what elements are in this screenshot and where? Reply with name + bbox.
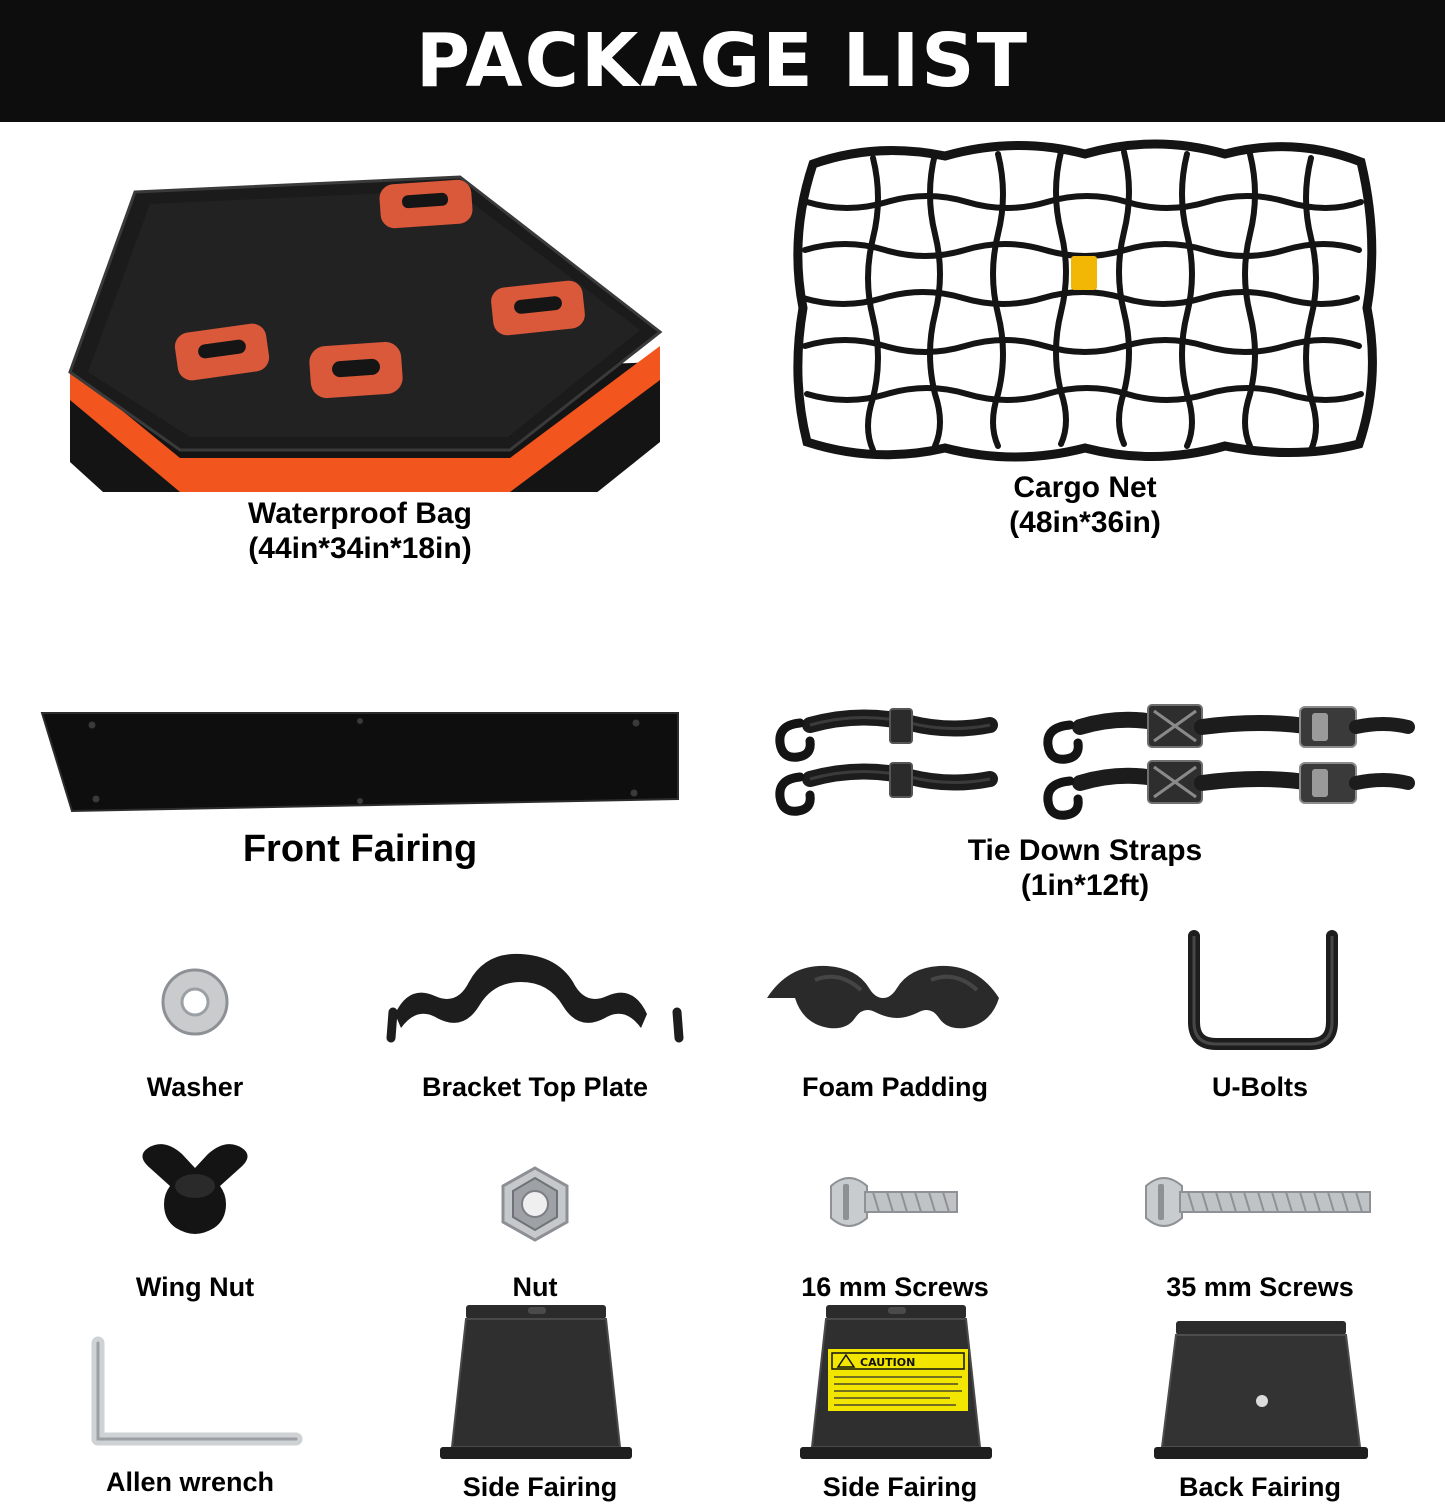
allen-wrench-label: Allen wrench (105, 1467, 275, 1497)
screws-16mm-label: 16 mm Screws (801, 1272, 989, 1302)
screws-35mm-label: 35 mm Screws (1166, 1272, 1354, 1302)
tie-down-straps-illustration (740, 697, 1430, 827)
waterproof-bag-label: Waterproof Bag (248, 497, 472, 530)
waterproof-bag-spec: (44in*34in*18in) (248, 532, 472, 566)
item-side-fairing-right (730, 1297, 1070, 1504)
front-fairing-label: Front Fairing (242, 828, 478, 870)
header-bar (0, 0, 1445, 122)
item-bracket-top-plate (360, 932, 710, 1104)
side-fairing-right-label: Side Fairing (822, 1472, 978, 1502)
side-fairing-left-illustration (370, 1297, 710, 1472)
bracket-top-plate-illustration (360, 932, 710, 1072)
wing-nut-illustration (30, 1132, 360, 1272)
item-u-bolts (1090, 922, 1430, 1104)
allen-wrench-illustration (20, 1307, 360, 1467)
u-bolts-illustration (1090, 922, 1430, 1072)
side-fairing-left-label: Side Fairing (462, 1472, 618, 1502)
screws-35mm-illustration (1090, 1132, 1430, 1272)
item-screws-16mm (720, 1132, 1070, 1304)
net-tag (1071, 256, 1097, 290)
cargo-net-label: Cargo Net (1013, 471, 1157, 504)
u-bolts-label: U-Bolts (1212, 1072, 1308, 1102)
tie-down-straps-spec: (1in*12ft) (1020, 869, 1150, 903)
nut-illustration (360, 1132, 710, 1272)
item-side-fairing-left (370, 1297, 710, 1504)
washer-illustration (30, 932, 360, 1072)
item-allen-wrench (20, 1307, 360, 1499)
svg-text:CAUTION: CAUTION (860, 1356, 916, 1369)
foam-padding-label: Foam Padding (801, 1072, 988, 1102)
cargo-net-illustration (755, 128, 1415, 468)
wing-nut-label: Wing Nut (135, 1272, 255, 1302)
side-fairing-right-illustration (730, 1297, 1070, 1472)
waterproof-bag-illustration (40, 132, 680, 492)
back-fairing-illustration (1090, 1297, 1430, 1472)
item-screws-35mm (1090, 1132, 1430, 1304)
front-fairing-illustration (30, 707, 690, 817)
foam-padding-illustration (720, 932, 1070, 1072)
item-washer (30, 932, 360, 1104)
item-waterproof-bag (20, 132, 700, 567)
item-tie-down-straps (740, 697, 1430, 904)
item-cargo-net (740, 128, 1430, 541)
item-back-fairing (1090, 1297, 1430, 1504)
washer-label: Washer (146, 1072, 244, 1102)
nut-label: Nut (512, 1272, 558, 1302)
page-title: PACKAGE LIST (415, 18, 1030, 104)
cargo-net-spec: (48in*36in) (1009, 506, 1161, 540)
item-wing-nut (30, 1132, 360, 1304)
item-front-fairing (20, 707, 700, 872)
package-list-grid (0, 122, 1445, 1502)
screws-16mm-illustration (720, 1132, 1070, 1272)
item-foam-padding (720, 932, 1070, 1104)
back-fairing-label: Back Fairing (1178, 1472, 1342, 1502)
tie-down-straps-label: Tie Down Straps (967, 834, 1203, 867)
bracket-top-plate-label: Bracket Top Plate (421, 1072, 649, 1102)
item-nut (360, 1132, 710, 1304)
